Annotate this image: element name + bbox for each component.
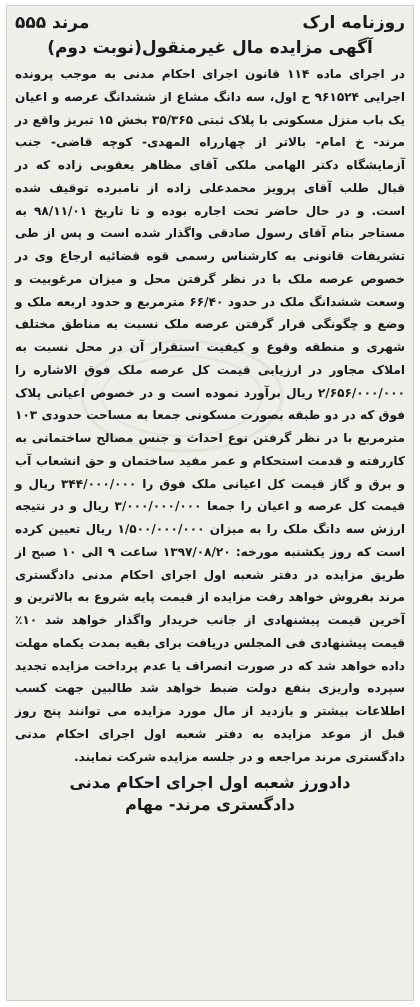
header-row (15, 12, 405, 36)
notice-title: آگهی مزایده مال غیرمنقول(نوبت دوم) (47, 38, 373, 58)
signature-block (15, 772, 405, 816)
newspaper-clipping (6, 5, 414, 1001)
newspaper-name: روزنامه ارک (302, 13, 405, 33)
signature-line-2: دادگستری مرند- مهام (125, 795, 295, 815)
notice-body: در اجرای ماده ۱۱۴ قانون اجرای احکام مدنی به موجب پرونده اجرایی ۹۶۱۵۲۴ ح اول، سه دانگ مشاع از ششدانگ عرصه و اعیان یک باب منزل مسکونی با پلاک ثبتی ۳۵/۳۶۵ بخش ۱۵ تبریز واقع در مرند- خ امام- بالاتر از چهارراه المهدی- کوچه قاضی- جنب آزمایشگاه دکتر الهامی ملکی آقای مظاهر یعقوبی زاده که در قبال طلب آقای پرویز محمدعلی زاده از نامبرده توقیف شده است. و در حال حاضر تحت اجاره بوده و تا تاریخ ۹۸/۱۱/۰۱ به مستاجر بنام آقای رسول صادقی واگذار شده است و پس از طی تشریفات قانونی به کارشناس رسمی قوه قضائیه ارجاع وی در خصوص عرصه ملک با در نظر گرفتن محل و میزان مرغوبیت و وسعت ششدانگ ملک در حدود ۶۶/۴۰ مترمربع و حدود اربعه ملک و وضع و چگونگی قرار گرفتن عرصه ملک نسبت به مناطق مختلف شهری و منطقه وقوع و کیفیت استقرار آن در محل نسبت به املاک مجاور در ارزیابی قیمت کل عرصه ملک فوق الاشاره را ۲/۶۵۶/۰۰۰/۰۰۰ ریال برآورد نموده است و در خصوص اعیانی پلاک فوق که در دو طبقه بصورت مسکونی جمعا به مساحت حدودی ۱۰۳ مترمربع با در نظر گرفتن نوع احداث و جنس مصالح ساختمانی به کاررفته و قدمت استحکام و عمر مفید ساختمان و حق انشعاب آب و برق و گاز قیمت کل اعیانی ملک فوق را ۳۴۴/۰۰۰/۰۰۰ ریال و قیمت کل عرصه و اعیان را جمعا ۳/۰۰۰/۰۰۰/۰۰۰ ریال و در نتیجه ارزش سه دانگ ملک را به میزان ۱/۵۰۰/۰۰۰/۰۰۰ ریال تعیین کرده است که روز یکشنبه مورخه: ۱۳۹۷/۰۸/۲۰ ساعت ۹ الی ۱۰ صبح از طریق مزایده در دفتر شعبه اول اجرای احکام مدنی دادگستری مرند بفروش خواهد رفت مزایده از قیمت پایه شروع به بالاترین و آخرین قیمت پیشنهادی از جانب خریدار واگذار خواهد شد ۱۰٪ قیمت پیشنهادی فی المجلس دریافت برای بقیه بمدت یکماه مهلت داده خواهد شد که در صورت انصراف یا عدم پرداخت مزایده تجدید سپرده واریزی بنفع دولت ضبط خواهد شد طالبین جهت کسب اطلاعات بیشتر و بازدید از مال مورد مزایده می توانند پنج روز قبل از موعد مزایده به دفتر شعبه اول اجرای احکام مدنی دادگستری مرند مراجعه و در جلسه مزایده شرکت نمایند. (15, 67, 405, 764)
issue-label: مرند ۵۵۵ (15, 13, 90, 33)
signature-line-1: دادورز شعبه اول اجرای احکام مدنی (69, 773, 351, 793)
